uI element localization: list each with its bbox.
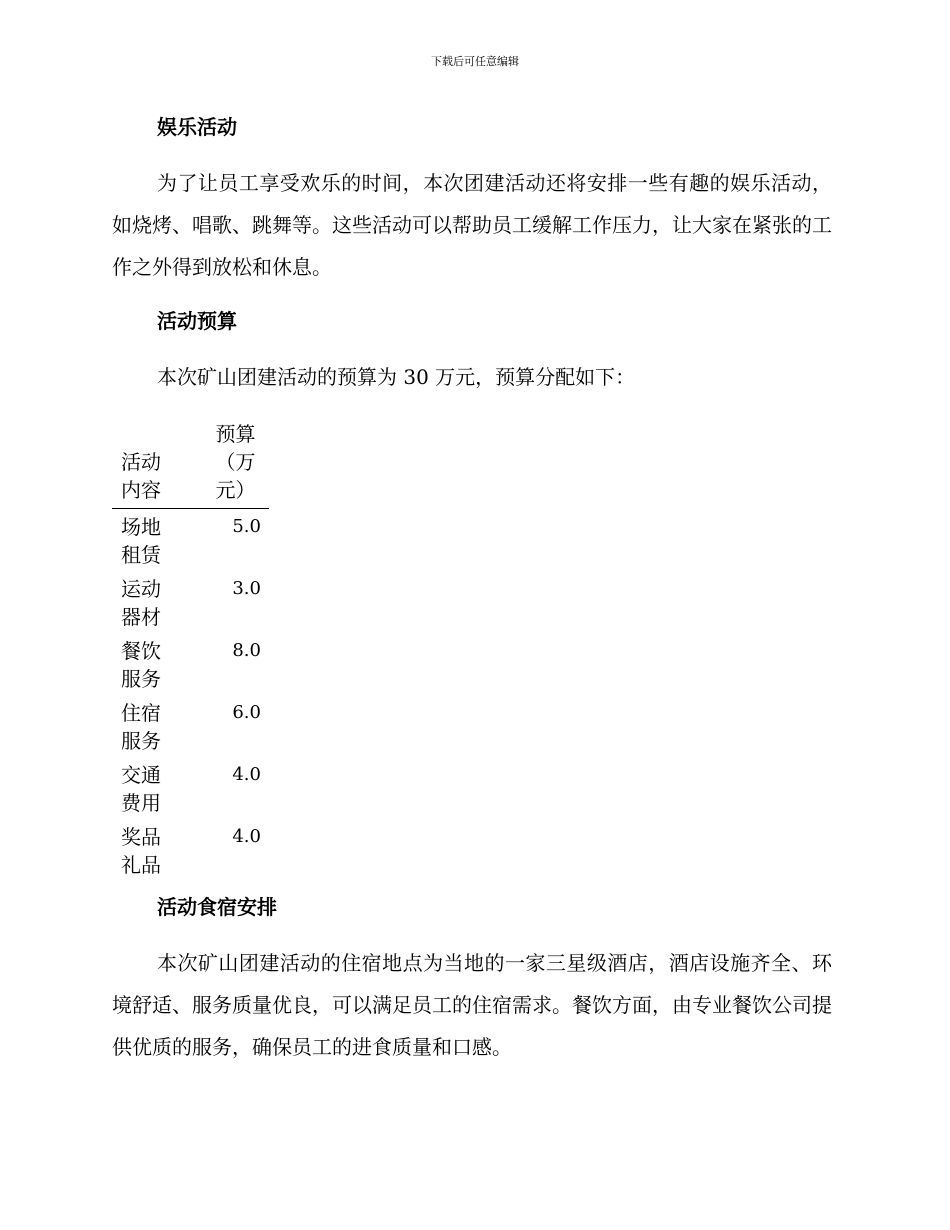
cell-item: 餐饮服务: [121, 639, 161, 691]
cell-item: 运动器材: [121, 577, 161, 629]
heading-budget: 活动预算: [157, 309, 237, 333]
budget-table-header-row: [112, 420, 269, 509]
heading-entertainment: 娱乐活动: [157, 115, 237, 139]
table-row: [112, 571, 269, 633]
column-header-item: 活动内容: [112, 420, 186, 509]
cell-item: 奖品礼品: [121, 825, 161, 877]
cell-value: 8.0: [232, 640, 261, 661]
cell-value: 4.0: [232, 826, 261, 847]
table-row: [112, 509, 269, 572]
column-header-budget: 预算（万元）: [186, 420, 269, 509]
table-row: [112, 633, 269, 695]
paragraph-entertainment: 为了让员工享受欢乐的时间，本次团建活动还将安排一些有趣的娱乐活动，如烧烤、唱歌、跳舞等。这些活动可以帮助员工缓解工作压力，让大家在紧张的工作之外得到放松和休息。: [112, 171, 832, 279]
table-row: [112, 819, 269, 881]
paragraph-lodging: 本次矿山团建活动的住宿地点为当地的一家三星级酒店，酒店设施齐全、环境舒适、服务质量优良，可以满足员工的住宿需求。餐饮方面，由专业餐饮公司提供优质的服务，确保员工的进食质量和口感。: [112, 951, 832, 1059]
cell-item: 场地租赁: [121, 515, 161, 567]
paragraph-budget: 本次矿山团建活动的预算为 30 万元，预算分配如下：: [157, 365, 636, 389]
cell-value: 6.0: [232, 702, 261, 723]
cell-item: 住宿服务: [121, 701, 161, 753]
heading-lodging: 活动食宿安排: [157, 895, 277, 919]
cell-value: 3.0: [232, 578, 261, 599]
page-header: 下载后可任意编辑: [431, 55, 519, 68]
cell-item: 交通费用: [121, 763, 161, 815]
table-row: [112, 757, 269, 819]
budget-table: [112, 420, 269, 881]
cell-value: 5.0: [232, 516, 261, 537]
table-row: [112, 695, 269, 757]
cell-value: 4.0: [232, 764, 261, 785]
